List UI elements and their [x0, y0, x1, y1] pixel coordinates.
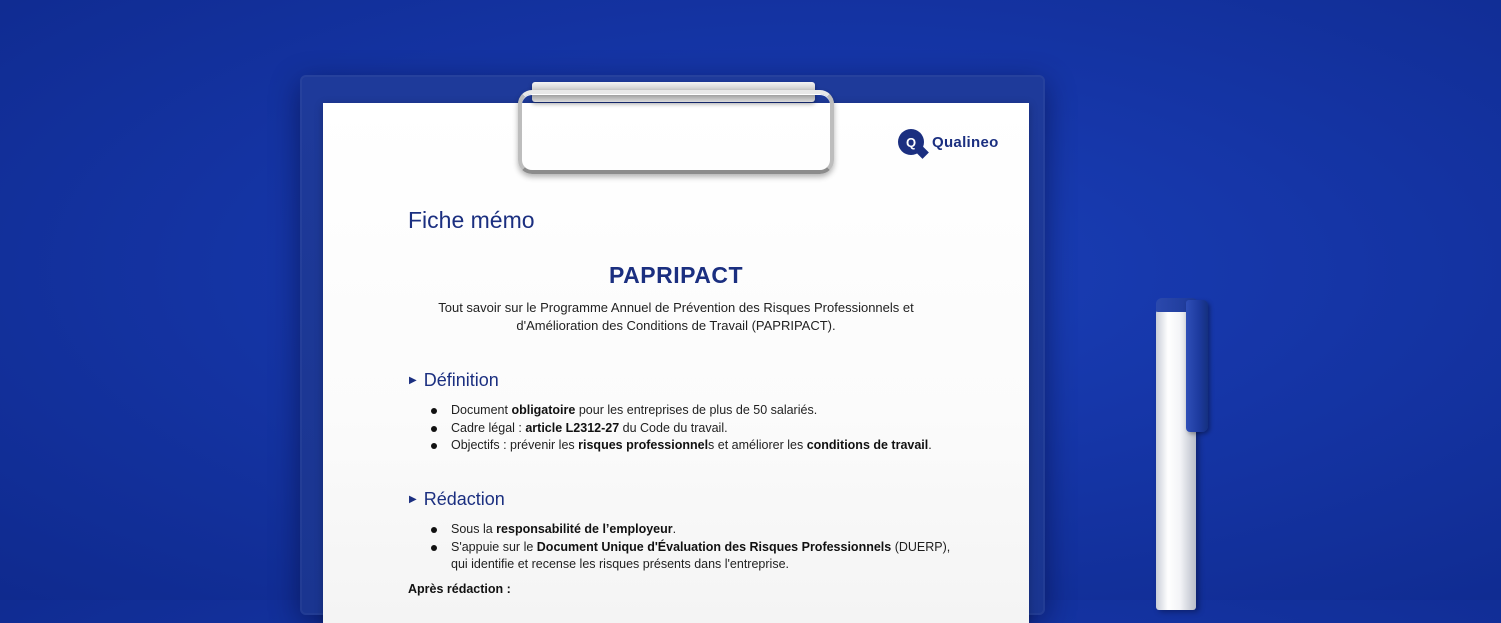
item-text: pour les entreprises de plus de 50 salariés. [575, 403, 818, 417]
pen-clip [1186, 300, 1208, 432]
list-item [429, 437, 932, 455]
definition-list [429, 402, 932, 455]
document-title: PAPRIPACT [609, 262, 743, 288]
list-item [429, 539, 950, 574]
list-item [429, 521, 950, 539]
item-text: Cadre légal : [451, 420, 526, 435]
intro-text [400, 299, 952, 335]
section-redaction-heading [409, 489, 505, 510]
item-text: du Code du travail. [619, 420, 728, 435]
item-bold-text: conditions de travail [806, 438, 929, 452]
brand-mark-letter: Q [905, 134, 917, 150]
brand-logo [898, 129, 999, 155]
list-item [429, 402, 932, 420]
item-text: s et améliorer les [708, 438, 807, 452]
brand-name: Qualineo [932, 133, 999, 151]
item-text: S'appuie sur le [451, 539, 537, 554]
item-text: Document [451, 403, 512, 417]
item-bold-text: Document Unique d'Évaluation des Risques Professionnels [536, 539, 892, 554]
after-redaction-label: Après rédaction : [408, 582, 511, 596]
item-text: Sous la [451, 522, 497, 536]
item-bold-text: article L2312-27 [525, 420, 620, 435]
bullet-dot-icon [431, 426, 437, 432]
item-text: (DUERP), [891, 539, 951, 554]
bullet-dot-icon [431, 527, 437, 533]
section-arrow-icon: ▶ [409, 375, 417, 386]
section-definition-heading [409, 370, 499, 391]
item-text: qui identifie et recense les risques présents dans l'entreprise. [451, 557, 789, 571]
intro-line-1: Tout savoir sur le Programme Annuel de Prévention des Risques Professionnels et [438, 300, 914, 315]
redaction-list [429, 521, 950, 574]
item-bold-text: responsabilité de l’employeur [496, 522, 673, 536]
section-definition-label: Définition [423, 370, 499, 390]
bullet-dot-icon [431, 408, 437, 414]
bullet-dot-icon [431, 443, 437, 449]
section-redaction-label: Rédaction [423, 489, 505, 509]
item-text: . [672, 522, 677, 536]
intro-line-2: d'Amélioration des Conditions de Travail (PAPRIPACT). [516, 318, 836, 333]
memo-label: Fiche mémo [408, 207, 535, 233]
bullet-dot-icon [431, 545, 437, 551]
section-arrow-icon: ▶ [409, 494, 417, 505]
item-text: . [928, 438, 932, 452]
item-bold-text: obligatoire [511, 403, 576, 417]
brand-logo-icon [898, 129, 924, 155]
item-text: Objectifs : prévenir les [451, 438, 579, 452]
clip-ring [518, 90, 834, 174]
item-bold-text: risques professionnel [578, 438, 709, 452]
list-item [429, 420, 932, 438]
